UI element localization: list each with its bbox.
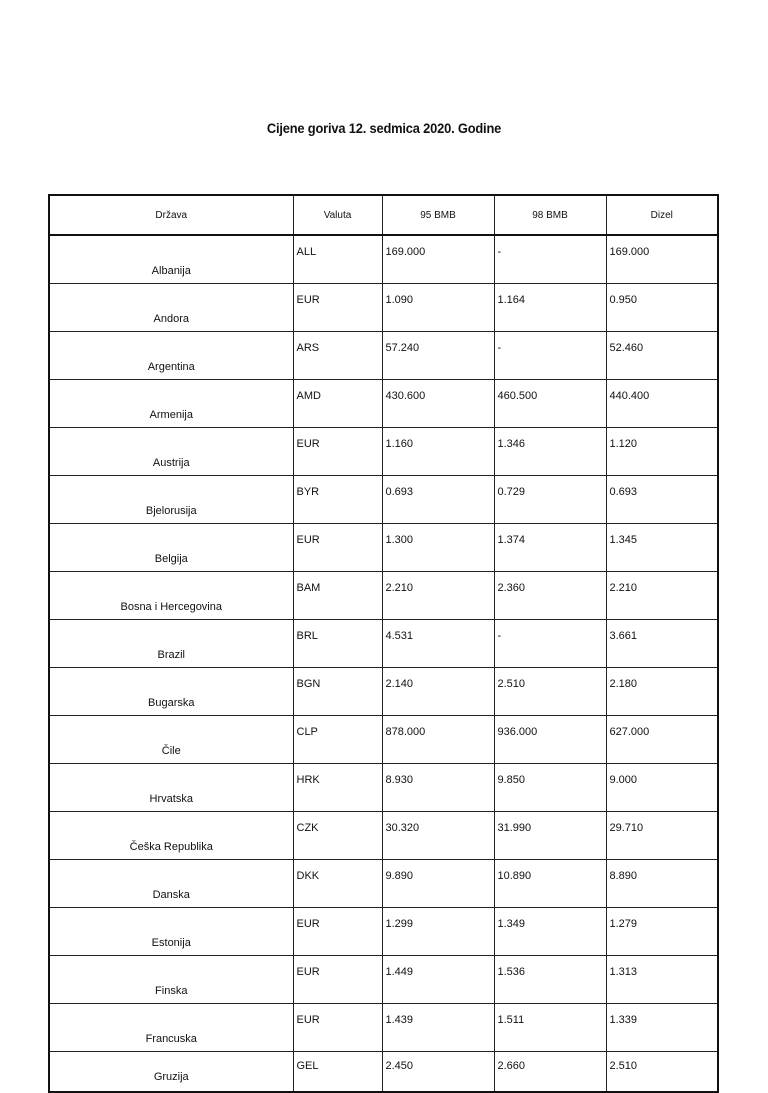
price-95-cell: 878.000 xyxy=(382,716,494,764)
currency-cell: BGN xyxy=(293,668,382,716)
diesel-cell: 1.339 xyxy=(606,1004,718,1052)
page-title: Cijene goriva 12. sedmica 2020. Godine xyxy=(266,120,502,136)
price-95-cell: 30.320 xyxy=(382,812,494,860)
diesel-cell: 169.000 xyxy=(606,235,718,284)
country-cell: Estonija xyxy=(49,908,293,956)
country-cell: Bjelorusija xyxy=(49,476,293,524)
price-95-cell: 8.930 xyxy=(382,764,494,812)
price-98-cell: 1.536 xyxy=(494,956,606,1004)
diesel-cell: 0.693 xyxy=(606,476,718,524)
table-row xyxy=(49,764,718,812)
diesel-cell: 29.710 xyxy=(606,812,718,860)
currency-cell: ALL xyxy=(293,235,382,284)
price-98-cell: 1.346 xyxy=(494,428,606,476)
price-98-cell: 2.660 xyxy=(494,1052,606,1093)
table-row xyxy=(49,1004,718,1052)
diesel-cell: 1.120 xyxy=(606,428,718,476)
diesel-cell: 1.345 xyxy=(606,524,718,572)
currency-cell: EUR xyxy=(293,524,382,572)
country-cell: Gruzija xyxy=(49,1052,293,1093)
country-cell: Danska xyxy=(49,860,293,908)
table-row xyxy=(49,1052,718,1093)
table-row xyxy=(49,572,718,620)
diesel-cell: 0.950 xyxy=(606,284,718,332)
currency-cell: EUR xyxy=(293,956,382,1004)
currency-cell: EUR xyxy=(293,428,382,476)
diesel-cell: 440.400 xyxy=(606,380,718,428)
currency-cell: HRK xyxy=(293,764,382,812)
price-95-cell: 9.890 xyxy=(382,860,494,908)
country-cell: Armenija xyxy=(49,380,293,428)
header-country: Država xyxy=(49,195,293,235)
table-row xyxy=(49,668,718,716)
price-95-cell: 2.140 xyxy=(382,668,494,716)
header-diesel: Dizel xyxy=(606,195,718,235)
currency-cell: CZK xyxy=(293,812,382,860)
price-98-cell: 1.511 xyxy=(494,1004,606,1052)
table-row xyxy=(49,284,718,332)
currency-cell: BRL xyxy=(293,620,382,668)
country-cell: Albanija xyxy=(49,235,293,284)
price-95-cell: 169.000 xyxy=(382,235,494,284)
currency-cell: ARS xyxy=(293,332,382,380)
country-cell: Hrvatska xyxy=(49,764,293,812)
header-currency: Valuta xyxy=(293,195,382,235)
currency-cell: EUR xyxy=(293,908,382,956)
diesel-cell: 3.661 xyxy=(606,620,718,668)
diesel-cell: 2.180 xyxy=(606,668,718,716)
table-row xyxy=(49,524,718,572)
price-98-cell: 31.990 xyxy=(494,812,606,860)
country-cell: Bosna i Hercegovina xyxy=(49,572,293,620)
header-98-bmb: 98 BMB xyxy=(494,195,606,235)
country-cell: Andora xyxy=(49,284,293,332)
diesel-cell: 1.279 xyxy=(606,908,718,956)
table-header-row xyxy=(49,195,718,235)
country-cell: Francuska xyxy=(49,1004,293,1052)
table-row xyxy=(49,860,718,908)
price-98-cell: - xyxy=(494,332,606,380)
price-98-cell: 936.000 xyxy=(494,716,606,764)
table-row xyxy=(49,235,718,284)
table-row xyxy=(49,476,718,524)
diesel-cell: 8.890 xyxy=(606,860,718,908)
price-95-cell: 4.531 xyxy=(382,620,494,668)
table-row xyxy=(49,332,718,380)
price-95-cell: 1.300 xyxy=(382,524,494,572)
currency-cell: AMD xyxy=(293,380,382,428)
currency-cell: CLP xyxy=(293,716,382,764)
country-cell: Brazil xyxy=(49,620,293,668)
currency-cell: DKK xyxy=(293,860,382,908)
diesel-cell: 2.510 xyxy=(606,1052,718,1093)
country-cell: Čile xyxy=(49,716,293,764)
country-cell: Austrija xyxy=(49,428,293,476)
table-row xyxy=(49,812,718,860)
price-95-cell: 2.450 xyxy=(382,1052,494,1093)
table-row xyxy=(49,956,718,1004)
country-cell: Finska xyxy=(49,956,293,1004)
price-95-cell: 1.090 xyxy=(382,284,494,332)
price-98-cell: 0.729 xyxy=(494,476,606,524)
header-95-bmb: 95 BMB xyxy=(382,195,494,235)
price-95-cell: 1.449 xyxy=(382,956,494,1004)
country-cell: Argentina xyxy=(49,332,293,380)
diesel-cell: 9.000 xyxy=(606,764,718,812)
price-98-cell: 9.850 xyxy=(494,764,606,812)
currency-cell: BAM xyxy=(293,572,382,620)
price-98-cell: - xyxy=(494,620,606,668)
country-cell: Bugarska xyxy=(49,668,293,716)
table-row xyxy=(49,428,718,476)
table-body xyxy=(49,235,718,1092)
currency-cell: BYR xyxy=(293,476,382,524)
price-95-cell: 2.210 xyxy=(382,572,494,620)
price-98-cell: - xyxy=(494,235,606,284)
price-98-cell: 2.360 xyxy=(494,572,606,620)
price-95-cell: 0.693 xyxy=(382,476,494,524)
currency-cell: GEL xyxy=(293,1052,382,1093)
price-98-cell: 2.510 xyxy=(494,668,606,716)
table-row xyxy=(49,716,718,764)
price-98-cell: 1.374 xyxy=(494,524,606,572)
price-98-cell: 460.500 xyxy=(494,380,606,428)
country-cell: Belgija xyxy=(49,524,293,572)
table-row xyxy=(49,380,718,428)
currency-cell: EUR xyxy=(293,1004,382,1052)
diesel-cell: 1.313 xyxy=(606,956,718,1004)
diesel-cell: 52.460 xyxy=(606,332,718,380)
table-row xyxy=(49,620,718,668)
country-cell: Češka Republika xyxy=(49,812,293,860)
fuel-price-table xyxy=(48,194,719,1093)
price-98-cell: 1.164 xyxy=(494,284,606,332)
currency-cell: EUR xyxy=(293,284,382,332)
price-95-cell: 1.439 xyxy=(382,1004,494,1052)
price-98-cell: 1.349 xyxy=(494,908,606,956)
price-98-cell: 10.890 xyxy=(494,860,606,908)
price-95-cell: 57.240 xyxy=(382,332,494,380)
table-row xyxy=(49,908,718,956)
price-95-cell: 1.299 xyxy=(382,908,494,956)
price-95-cell: 430.600 xyxy=(382,380,494,428)
price-95-cell: 1.160 xyxy=(382,428,494,476)
diesel-cell: 2.210 xyxy=(606,572,718,620)
diesel-cell: 627.000 xyxy=(606,716,718,764)
